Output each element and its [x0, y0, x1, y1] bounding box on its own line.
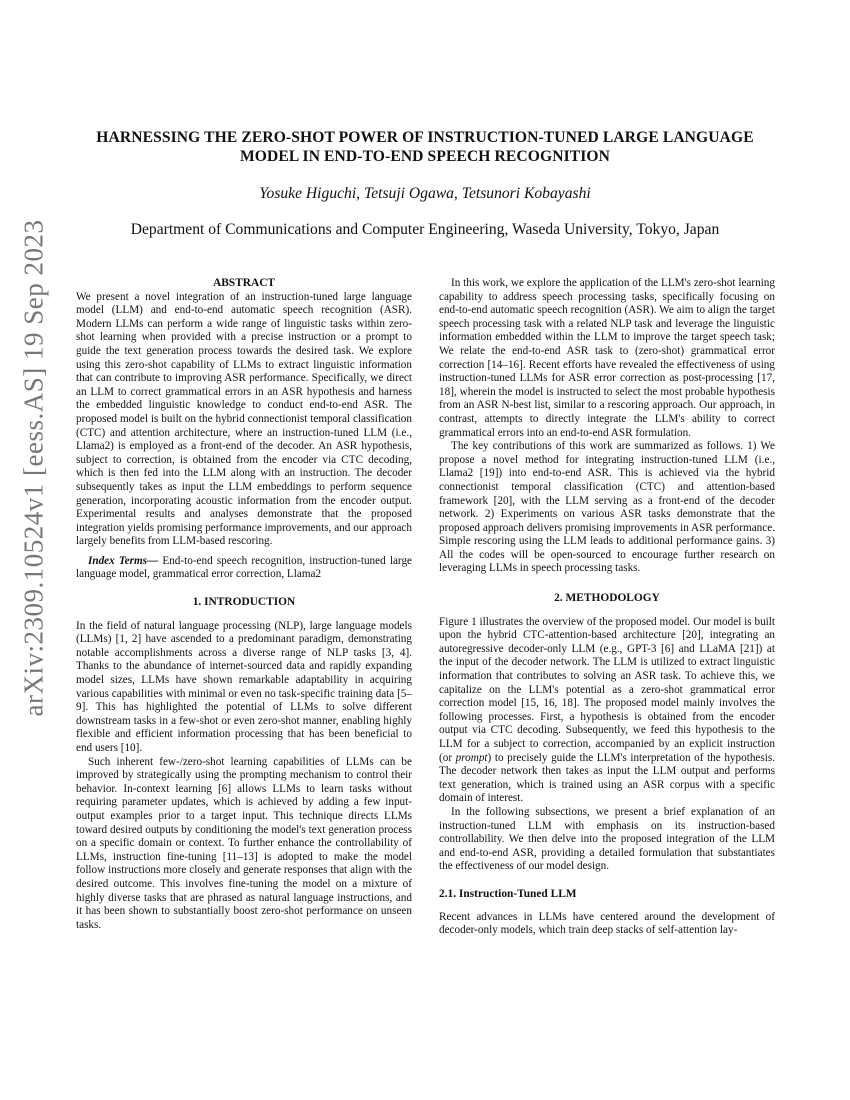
method-paragraph-2: In the following subsections, we present a brief explanation of an instruction-tuned LLM with emphasis on its instruction-based controllability. We then delve into the proposed integration of the LLM and end-to-end ASR, providing a detailed formulation that substantiates the effectiveness of our model design. — [439, 805, 775, 873]
intro-paragraph-4: The key contributions of this work are summarized as follows. 1) We propose a novel method for integrating instruction-tuned LLM (i.e., Llama2 [19]) into end-to-end ASR. This is achieved via the hybrid connectionist temporal classification (CTC) and attention-based framework [20], with the LLM serving as a front-end of the decoder network. 2) Experiments on various ASR tasks demonstrate that the proposed approach delivers promising improvements in ASR performance. Simple rescoring using the LLM leads to additional performance gains. 3) All the codes will be open-sourced to encourage further research on leveraging LLMs in speech processing tasks. — [439, 440, 775, 575]
method-p1-b: ) to precisely guide the LLM's interpretation of the hypothesis. The decoder network then takes as input the LLM output and performs text generation, which is trained using an ASR corpus with a specific domain of interest. — [439, 751, 775, 805]
paper-title-line1: HARNESSING THE ZERO-SHOT POWER OF INSTRUCTION-TUNED LARGE LANGUAGE — [96, 129, 754, 146]
intro-paragraph-1: In the field of natural language processing (NLP), large language models (LLMs) [1, 2] have ascended to a predominant paradigm, demonstrating notable accomplishments across a diverse range of NLP tasks [3, 4]. Thanks to the abundance of internet-sourced data and rapidly expanding model sizes, LLMs have shown remarkable adaptability in acquiring various capabilities with minimal or even no task-specific training data [5–9]. This has highlighted the potential of LLMs to solve different downstream tasks in a few-shot or even zero-shot manner, enabling highly flexible and efficient information processing that has been beneficial to end users [10]. — [76, 619, 412, 754]
index-terms — [76, 555, 412, 582]
abstract-text: We present a novel integration of an instruction-tuned large language model (LLM) and end-to-end automatic speech recognition (ASR). Modern LLMs can perform a wide range of linguistic tasks within zero-shot learning when provided with a precise instruction or a prompt to guide the text generation process towards the desired task. We explore using this zero-shot capability of LLMs to extract linguistic information that can contribute to improving ASR performance. Specifically, we direct an LLM to correct grammatical errors in an ASR hypothesis and harness the embedded linguistic knowledge to conduct end-to-end ASR. The proposed model is built on the hybrid connectionist temporal classification (CTC) and attention architecture, where an instruction-tuned LLM (i.e., Llama2) is employed as a front-end of the decoder. An ASR hypothesis, subject to correction, is obtained from the encoder via CTC decoding, which is then fed into the LLM along with an instruction. The decoder subsequently takes as input the LLM embeddings to perform sequence generation, incorporating acoustic information from the encoder output. Experimental results and analyses demonstrate that the proposed integration yields promising performance improvements, and our approach largely benefits from LLM-based rescoring. — [76, 290, 412, 548]
index-terms-label: Index Terms— — [88, 554, 159, 567]
method-heading: 2. METHODOLOGY — [554, 592, 660, 605]
paper-title — [60, 128, 790, 166]
arxiv-stamp — [14, 219, 54, 717]
paper-authors: Yosuke Higuchi, Tetsuji Ogawa, Tetsunori Kobayashi — [259, 185, 591, 202]
intro-paragraph-2: Such inherent few-/zero-shot learning capabilities of LLMs can be improved by strategically using the prompting mechanism to control their behavior. In-context learning [6] allows LLMs to learn tasks without requiring parameter updates, which is achieved by adding a few input-output examples prior to a target input. This technique directs LLMs toward desired outputs by conditioning the model's text generation process on a specific domain or context. To further enhance the controllability of LLMs, instruction fine-tuning [11–13] is adopted to make the model follow instructions more closely and generate responses that align with the desired outcome. This involves fine-tuning the model on a mixture of highly diverse tasks that are phrased as natural language instructions, and it has been shown to substantially boost zero-shot performance on unseen tasks. — [76, 755, 412, 931]
abstract-heading: ABSTRACT — [212, 277, 276, 289]
index-terms-text: End-to-end speech recognition, instruction-tuned large language model, grammatical error correction, Llama2 — [76, 554, 412, 581]
intro-heading: 1. INTRODUCTION — [192, 596, 296, 609]
paper-title-line2: MODEL IN END-TO-END SPEECH RECOGNITION — [239, 148, 611, 165]
method-p1-a: Figure 1 illustrates the overview of the proposed model. Our model is built upon the hybrid CTC-attention-based architecture [20], integrating an autoregressive decoder-only LLM (e.g., GPT-3 [6] and LLaMA [21]) at the input of the decoder network. The LLM is utilized to extract linguistic information that contributes to solving an ASR task. To achieve this, we capitalize on the LLM's potential as a zero-shot grammatical error correction model [15, 16, 18]. The proposed model mainly involves the following processes. First, a hypothesis is obtained from the encoder output via CTC decoding. Subsequently, we feed this hypothesis to the LLM for a subject to correction, accompanied by an explicit instruction (or — [439, 615, 775, 764]
right-column — [439, 277, 775, 938]
subsection-paragraph-1: Recent advances in LLMs have centered around the development of decoder-only models, which train deep stacks of self-attention lay- — [439, 910, 775, 937]
subsection-heading: 2.1. Instruction-Tuned LLM — [439, 887, 577, 900]
paper-affiliation: Department of Communications and Computer Engineering, Waseda University, Tokyo, Japan — [130, 221, 720, 238]
left-column — [76, 277, 412, 932]
arxiv-stamp-text: arXiv:2309.10524v1 [eess.AS] 19 Sep 2023 — [18, 219, 49, 717]
intro-paragraph-3: In this work, we explore the application of the LLM's zero-shot learning capability to address speech processing tasks, specifically focusing on end-to-end automatic speech recognition (ASR). We aim to align the target speech processing task with a related NLP task and leverage the linguistic information embedded within the LLM to improve the target speech task; We relate the end-to-end ASR task to (zero-shot) grammatical error correction [14–16]. Recent efforts have revealed the effectiveness of using instruction-tuned LLMs for ASR error correction as post-processing [17, 18], wherein the model is instructed to select the most probable hypothesis from an ASR N-best list, similar to a rescoring approach. Our approach, in contrast, attempts to directly integrate the LLM's ability to correct grammatical errors into an end-to-end ASR formulation. — [439, 277, 775, 439]
method-p1-prompt: prompt — [455, 751, 488, 764]
method-paragraph-1 — [439, 616, 775, 806]
